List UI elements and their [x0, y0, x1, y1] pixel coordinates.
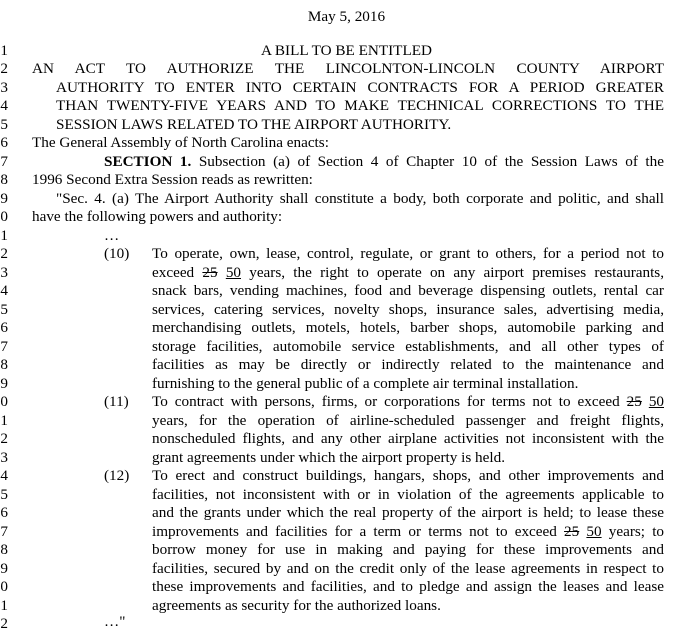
item-10-line-3: snack bars, vending machines, food and beverage dispensing outlets, rental car	[152, 282, 664, 299]
item-10-line-7: facilities as may be directly or indirectly related to the maintenance and	[152, 356, 664, 373]
deleted-years: 25	[202, 264, 218, 281]
line-number: 1	[0, 412, 8, 429]
item-12-line-2: facilities, not inconsistent with or in violation of the agreements applicable to	[152, 486, 664, 503]
item-11-line-3: nonscheduled flights, and any other airplane activities not inconsistent with the	[152, 430, 664, 447]
ellipsis-top: …	[104, 227, 120, 244]
inserted-years: 50	[648, 393, 664, 410]
act-line-2: AUTHORITY TO ENTER INTO CERTAIN CONTRACTS FOR A PERIOD GREATER	[56, 79, 664, 96]
line-number: 6	[0, 134, 8, 151]
item-11-line-4: grant agreements under which the airport property is held.	[152, 449, 505, 466]
ellipsis-bottom: …"	[104, 613, 126, 630]
line-number: 6	[0, 504, 8, 521]
section-1-text: Subsection (a) of Section 4 of Chapter 10 of the Session Laws of the	[191, 153, 664, 170]
item-10-line-1: To operate, own, lease, control, regulate, or grant to others, for a period not to	[152, 245, 664, 262]
item-12-line-3: and the grants under which the real property of the airport is held; to lease these	[152, 504, 664, 521]
line-number: 9	[0, 375, 8, 392]
item-11-line-1: To contract with persons, firms, or corporations for terms not to exceed 25 50	[152, 393, 664, 410]
line-number: 7	[0, 338, 8, 355]
item-10-line-2: exceed 25 50 years, the right to operate on any airport premises restaurants,	[152, 264, 665, 281]
section-1-line-2: 1996 Second Extra Session reads as rewritten:	[32, 171, 313, 188]
item-12-line-6: facilities, secured by and on the credit only of the lease agreements in respect to	[152, 560, 664, 577]
item-12-line-4: improvements and facilities for a term or terms not to exceed 25 50 years; to	[152, 523, 665, 540]
act-line-4: SESSION LAWS RELATED TO THE AIRPORT AUTHORITY.	[56, 116, 452, 133]
item-12-number: (12)	[104, 467, 130, 484]
line-number: 8	[0, 356, 8, 373]
item-12-line-8: agreements as security for the authorized loans.	[152, 597, 441, 614]
date-header: May 5, 2016	[307, 8, 386, 25]
item-12-line-1: To erect and construct buildings, hangars, shops, and other improvements and	[152, 467, 664, 484]
item-12-line-7: these improvements and facilities, and to pledge and assign the leases and lease	[152, 578, 664, 595]
line-number: 9	[0, 190, 8, 207]
line-number: 2	[0, 430, 8, 447]
line-number: 1	[0, 597, 8, 614]
item-10-line-4: services, catering services, novelty shops, insurance sales, advertising media,	[152, 301, 664, 318]
line-number: 2	[0, 60, 8, 77]
line-number: 4	[0, 467, 8, 484]
line-number: 4	[0, 282, 8, 299]
sec4-line-1: "Sec. 4. (a) The Airport Authority shall constitute a body, both corporate and politic, and shall	[56, 190, 664, 207]
line-number: 1	[0, 227, 8, 244]
line-number: 3	[0, 449, 8, 466]
line-number: 5	[0, 116, 8, 133]
line-number: 5	[0, 486, 8, 503]
line-number: 6	[0, 319, 8, 336]
item-10-line-6: storage facilities, automobile service establishments, and all other types of	[152, 338, 664, 355]
line-number: 3	[0, 79, 8, 96]
line-number: 8	[0, 171, 8, 188]
line-number: 7	[0, 153, 8, 170]
item-10-number: (10)	[104, 245, 130, 262]
sec4-line-2: have the following powers and authority:	[32, 208, 283, 225]
inserted-years: 50	[225, 264, 241, 281]
line-number: 2	[0, 245, 8, 262]
item-11-line-2: years, for the operation of airline-scheduled passenger and freight flights,	[152, 412, 664, 429]
line-number: 4	[0, 97, 8, 114]
item-11-number: (11)	[104, 393, 129, 410]
line-number: 8	[0, 541, 8, 558]
enacting-clause: The General Assembly of North Carolina enacts:	[32, 134, 329, 151]
line-number: 3	[0, 264, 8, 281]
section-1-label: SECTION 1.	[104, 153, 192, 170]
item-12-line-5: borrow money for use in making and paying for these improvements and	[152, 541, 664, 558]
act-line-1: AN ACT TO AUTHORIZE THE LINCOLNTON-LINCOLN COUNTY AIRPORT	[32, 60, 664, 77]
item-10-line-8: furnishing to the general public of a complete air terminal installation.	[152, 375, 579, 392]
line-number: 0	[0, 578, 8, 595]
inserted-years: 50	[586, 523, 602, 540]
line-number: 2	[0, 615, 8, 632]
line-number: 5	[0, 301, 8, 318]
line-number: 0	[0, 393, 8, 410]
act-line-3: THAN TWENTY-FIVE YEARS AND TO MAKE TECHNICAL CORRECTIONS TO THE	[56, 97, 664, 114]
section-1-line-1	[104, 153, 664, 171]
line-number: 9	[0, 560, 8, 577]
bill-title: A BILL TO BE ENTITLED	[261, 42, 432, 59]
deleted-years: 25	[564, 523, 580, 540]
line-number: 0	[0, 208, 8, 225]
line-number: 1	[0, 42, 8, 59]
deleted-years: 25	[626, 393, 642, 410]
line-number: 7	[0, 523, 8, 540]
item-10-line-5: merchandising outlets, motels, hotels, barber shops, automobile parking and	[152, 319, 664, 336]
